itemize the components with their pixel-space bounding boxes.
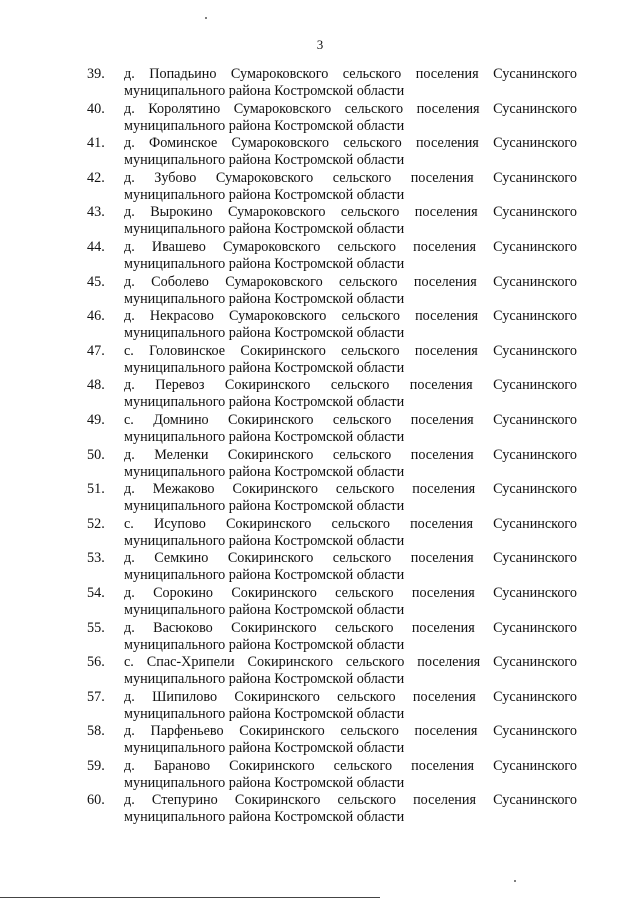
item-district-text: муниципального района Костромской области (124, 740, 405, 757)
list-item (87, 550, 577, 585)
item-settlement-text: с. Головинское Сокиринского сельского поселения Сусанинского (124, 342, 577, 359)
item-district-text: муниципального района Костромской области (124, 705, 405, 722)
settlement-list (87, 66, 577, 827)
item-number: 54. (87, 584, 105, 601)
item-number: 43. (87, 204, 105, 221)
item-district-text: муниципального района Костромской области (124, 325, 405, 342)
list-item (87, 654, 577, 689)
item-district-text: муниципального района Костромской области (124, 567, 405, 584)
item-number: 58. (87, 723, 105, 740)
list-item (87, 412, 577, 447)
list-item (87, 620, 577, 655)
item-number: 40. (87, 100, 105, 117)
item-district-text: муниципального района Костромской области (124, 463, 405, 480)
item-district-text: муниципального района Костромской области (124, 255, 405, 272)
item-settlement-text: д. Семкино Сокиринского сельского поселения Сусанинского (124, 550, 577, 567)
item-district-text: муниципального района Костромской области (124, 774, 405, 791)
item-district-text: муниципального района Костромской области (124, 671, 405, 688)
item-district-text: муниципального района Костромской области (124, 290, 405, 307)
item-settlement-text: д. Парфеньево Сокиринского сельского поселения Сусанинского (124, 723, 577, 740)
list-item (87, 274, 577, 309)
list-item (87, 481, 577, 516)
item-number: 48. (87, 377, 105, 394)
item-settlement-text: с. Исупово Сокиринского сельского поселения Сусанинского (124, 515, 577, 532)
item-settlement-text: с. Домнино Сокиринского сельского поселения Сусанинского (124, 411, 577, 428)
list-item (87, 343, 577, 378)
item-settlement-text: д. Бараново Сокиринского сельского поселения Сусанинского (124, 757, 577, 774)
item-number: 46. (87, 308, 105, 325)
item-district-text: муниципального района Костромской области (124, 498, 405, 515)
item-number: 45. (87, 273, 105, 290)
item-number: 49. (87, 411, 105, 428)
item-number: 60. (87, 792, 105, 809)
item-settlement-text: д. Степурино Сокиринского сельского поселения Сусанинского (124, 792, 577, 809)
item-number: 53. (87, 550, 105, 567)
item-settlement-text: д. Васюково Сокиринского сельского поселения Сусанинского (124, 619, 577, 636)
item-number: 47. (87, 342, 105, 359)
item-number: 57. (87, 688, 105, 705)
list-item (87, 135, 577, 170)
list-item (87, 723, 577, 758)
item-district-text: муниципального района Костромской области (124, 394, 405, 411)
item-settlement-text: д. Королятино Сумароковского сельского поселения Сусанинского (124, 100, 577, 117)
list-item (87, 585, 577, 620)
item-settlement-text: д. Межаково Сокиринского сельского поселения Сусанинского (124, 481, 577, 498)
item-settlement-text: д. Некрасово Сумароковского сельского поселения Сусанинского (124, 308, 577, 325)
item-district-text: муниципального района Костромской области (124, 83, 405, 99)
list-item (87, 66, 577, 101)
list-item (87, 308, 577, 343)
item-district-text: муниципального района Костромской области (124, 359, 405, 376)
item-settlement-text: д. Ивашево Сумароковского сельского поселения Сусанинского (124, 238, 577, 255)
item-number: 42. (87, 169, 105, 186)
item-settlement-text: д. Зубово Сумароковского сельского поселения Сусанинского (124, 169, 577, 186)
item-district-text: муниципального района Костромской области (124, 428, 405, 445)
item-number: 55. (87, 619, 105, 636)
item-number: 56. (87, 654, 105, 671)
item-settlement-text: д. Фоминское Сумароковского сельского поселения Сусанинского (124, 135, 577, 152)
item-number: 39. (87, 66, 105, 82)
bottom-rule (0, 897, 380, 898)
scan-speck (205, 17, 207, 19)
item-district-text: муниципального района Костромской области (124, 601, 405, 618)
item-settlement-text: д. Сорокино Сокиринского сельского поселения Сусанинского (124, 584, 577, 601)
scan-speck (514, 880, 516, 882)
list-item (87, 447, 577, 482)
item-district-text: муниципального района Костромской области (124, 809, 405, 826)
list-item (87, 377, 577, 412)
item-settlement-text: д. Вырокино Сумароковского сельского поселения Сусанинского (124, 204, 577, 221)
list-item (87, 239, 577, 274)
list-item (87, 516, 577, 551)
item-settlement-text: д. Перевоз Сокиринского сельского поселения Сусанинского (124, 377, 577, 394)
item-number: 50. (87, 446, 105, 463)
item-district-text: муниципального района Костромской области (124, 186, 405, 203)
item-number: 41. (87, 135, 105, 152)
list-item (87, 792, 577, 827)
item-number: 52. (87, 515, 105, 532)
item-settlement-text: д. Шипилово Сокиринского сельского поселения Сусанинского (124, 688, 577, 705)
item-settlement-text: д. Меленки Сокиринского сельского поселения Сусанинского (124, 446, 577, 463)
list-item (87, 204, 577, 239)
item-district-text: муниципального района Костромской области (124, 221, 405, 238)
item-district-text: муниципального района Костромской области (124, 532, 405, 549)
list-item (87, 170, 577, 205)
item-number: 51. (87, 481, 105, 498)
item-settlement-text: с. Спас-Хрипели Сокиринского сельского поселения Сусанинского (124, 654, 577, 671)
list-item (87, 101, 577, 136)
item-district-text: муниципального района Костромской области (124, 117, 405, 134)
item-district-text: муниципального района Костромской области (124, 152, 405, 169)
list-item (87, 689, 577, 724)
list-item (87, 758, 577, 793)
page-number: 3 (316, 37, 324, 52)
item-settlement-text: д. Соболево Сумароковского сельского поселения Сусанинского (124, 273, 577, 290)
item-settlement-text: д. Попадьино Сумароковского сельского поселения Сусанинского (124, 66, 577, 82)
item-district-text: муниципального района Костромской области (124, 636, 405, 653)
item-number: 44. (87, 238, 105, 255)
item-number: 59. (87, 757, 105, 774)
